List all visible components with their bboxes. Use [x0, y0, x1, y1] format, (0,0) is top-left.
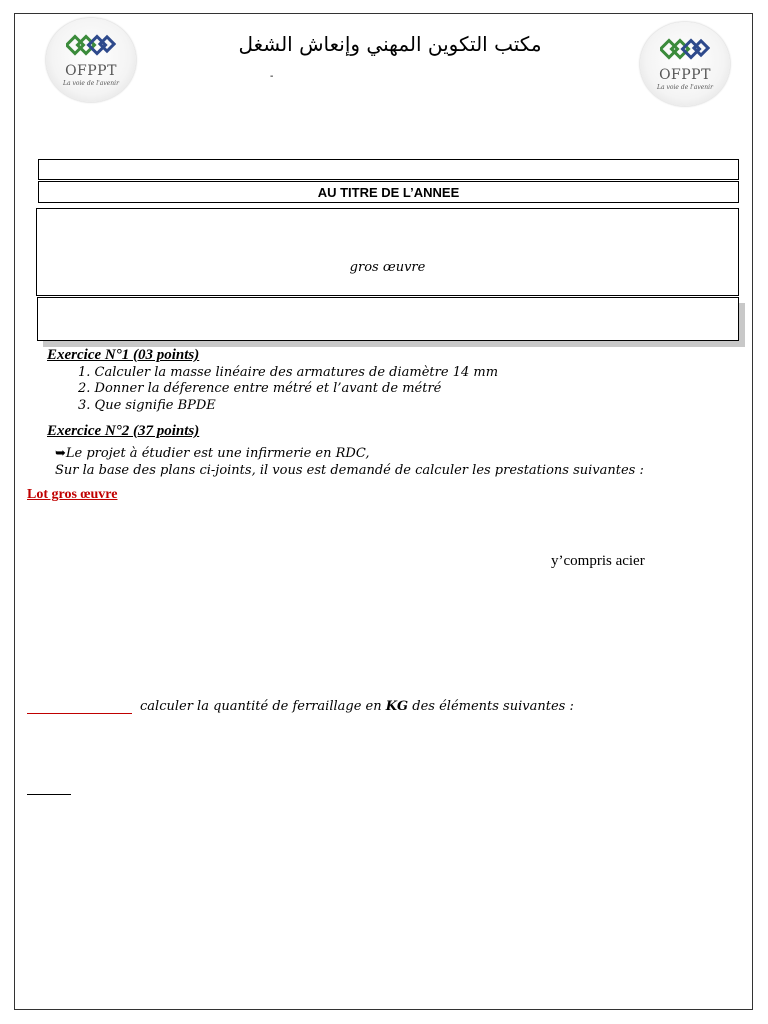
arrow-icon: ➥	[55, 446, 66, 461]
exercise2-line1-text: Le projet à étudier est une infirmerie en RDC,	[65, 446, 370, 461]
ofppt-logo-left	[46, 18, 136, 102]
acier-note: y’compris acier	[551, 553, 645, 569]
logo-text: OFPPT	[659, 67, 711, 83]
arabic-header-title: مكتب التكوين المهني وإنعاش الشغل	[238, 32, 542, 56]
kg-unit: KG	[385, 699, 409, 714]
ferraillage-instruction	[140, 699, 574, 714]
ferraillage-text-after: des éléments suivantes :	[408, 699, 574, 714]
ferraillage-text-before: calculer la quantité de ferraillage en	[140, 699, 386, 714]
black-underline-blank	[27, 794, 71, 795]
lot-title: Lot gros œuvre	[27, 487, 118, 502]
red-underline-blank	[27, 713, 132, 714]
year-title-box: AU TITRE DE L’ANNEE	[38, 181, 739, 203]
header-dash: -	[270, 71, 274, 82]
logo-tagline: La voie de l'avenir	[657, 84, 713, 91]
ofppt-emblem-icon	[660, 38, 710, 62]
exercise2-title: Exercice N°2 (37 points)	[47, 423, 200, 439]
shaded-box	[37, 297, 739, 341]
exercise2-line2: Sur la base des plans ci-joints, il vous est demandé de calculer les prestations suivantes :	[55, 463, 644, 478]
ofppt-emblem-icon	[66, 34, 116, 58]
logo-text: OFPPT	[65, 63, 117, 79]
subject-box	[36, 208, 739, 296]
exercise1-item: 3. Que signifie BPDE	[78, 398, 216, 413]
exercise2-line1	[55, 446, 369, 461]
ofppt-logo-right	[640, 22, 730, 106]
exercise1-item: 2. Donner la déference entre métré et l’avant de métré	[78, 381, 442, 396]
subject-label: gros œuvre	[349, 260, 426, 275]
logo-tagline: La voie de l'avenir	[63, 80, 119, 87]
exercise1-title: Exercice N°1 (03 points)	[47, 347, 200, 363]
empty-header-box	[38, 159, 739, 180]
exercise1-item: 1. Calculer la masse linéaire des armatures de diamètre 14 mm	[78, 365, 499, 380]
